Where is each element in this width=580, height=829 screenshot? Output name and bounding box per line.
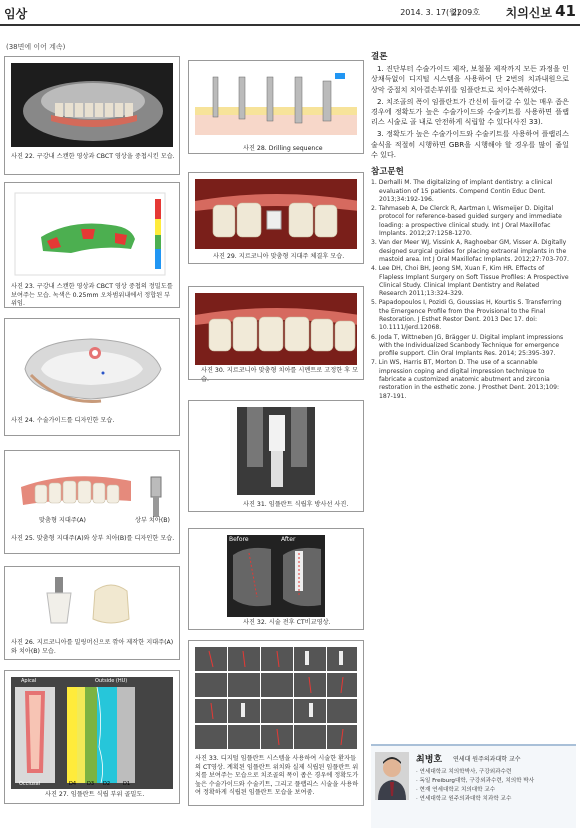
apical-label: Apical	[21, 678, 37, 684]
reference-item: 1. Derhalli M. The digitalizing of implant dentistry: a clinical evaluation of 15 patients. Compend Contin Educ Dent. 2013;34:192-196.	[371, 179, 553, 203]
figure-32-caption: 사진 32. 시술 전후 CT비교영상.	[243, 619, 331, 626]
figure-25	[4, 450, 180, 554]
figure-23	[4, 182, 180, 308]
author-name: 최병호	[416, 755, 443, 765]
references-list	[371, 179, 569, 401]
text-column	[371, 52, 569, 402]
author-box	[371, 744, 576, 828]
conclusion-paragraph: 1. 진단부터 수술가이드 제작, 보철물 제작까지 모든 과정을 인상채득없이 디지털 시스템을 사용하여 단 2번의 치과내원으로 상악 중절치 치아결손부위를 임플란트로 치아수복하였다.	[371, 64, 569, 94]
figure-27-caption: 사진 27. 임플란트 식립 부위 골밀도.	[45, 791, 145, 798]
figure-22-caption: 사진 22. 구강내 스캔한 영상과 CBCT 영상을 중첩시킨 모습.	[11, 153, 175, 160]
figure-22-image	[11, 63, 173, 147]
outside-hu-label: Outside (HU)	[95, 678, 128, 684]
figure-23-caption: 사진 23. 구강내 스캔한 영상과 CBCT 영상 중첩의 정밀도를 보여주는 모습. 녹색은 0.25mm 오차범위내에서 정합된 부위임.	[11, 283, 173, 307]
figure-32	[188, 528, 364, 630]
figure-26	[4, 566, 180, 660]
figure-30-caption: 사진 30. 지르코니아 맞춤형 치아를 시멘트로 고정한 후 모습.	[201, 367, 359, 383]
figure-22	[4, 56, 180, 175]
section-title: 임상	[4, 7, 28, 21]
author-career-item: · 연세대학교 원주의과대학 치과학 교수	[416, 796, 512, 802]
page-header	[0, 0, 580, 26]
figure-30-image	[195, 293, 357, 365]
after-label: After	[281, 536, 296, 543]
figure-33-image	[195, 647, 357, 751]
author-career-item: · 현재 연세대학교 치의대학 교수	[416, 787, 496, 793]
conclusion-paragraph: 2. 치조골의 폭이 임플란트가 간신히 들어갈 수 있는 매우 좁은 경우에 정확도가 높은 수술가이드와 수술키트를 사용하면 플랩리스 시술로 골 내로 안전하게 식립할 수 있다(사진 33).	[371, 96, 569, 127]
page-number: 41	[555, 2, 576, 20]
author-career-item: · 연세대학교 치의학박사, 구강외과수련	[416, 769, 512, 775]
figure-31	[188, 400, 364, 512]
figure-29-caption: 사진 29. 지르코니아 맞춤형 지대주 체결후 모습.	[213, 253, 345, 260]
issue-number: 2209호	[451, 8, 480, 17]
figure-30	[188, 286, 364, 383]
figure-24-image	[11, 325, 173, 411]
d4-label: D4	[69, 781, 77, 787]
figure-26-image	[11, 573, 173, 631]
figure-24	[4, 318, 180, 436]
figure-26-caption: 사진 26. 지르코니아를 밀링머신으로 깎아 제작한 지대주(A)와 치아(B) 모습.	[11, 639, 174, 655]
issue-date: 2014. 3. 17(월)	[400, 8, 460, 17]
figure-33-caption: 사진 33. 디지털 임플란트 시스템을 사용하여 시술한 환자들의 CT영상. 계획된 임플란트 위치와 실제 식립된 임플란트 위치를 보여주는 모습으로 치조골의 폭이 좁은 경우에 정확도가 높은 수술가이드와 수술키트, 그리고 플랩리스 시술을 사용하여 정확하게 식립된 임플란트 모습을 보여줌.	[195, 755, 359, 796]
figure-28-image	[195, 67, 357, 139]
author-photo	[375, 752, 409, 800]
figure-31-image	[237, 407, 315, 495]
conclusion-paragraph: 3. 정확도가 높은 수술가이드와 수술키트를 사용하여 플랩리스 술식을 적절히 시행하면 GBR을 시행해야 할 경우를 많이 줄일 수 있다.	[371, 129, 569, 159]
references-heading: 참고문헌	[371, 167, 404, 178]
reference-item: 4. Lee DH, Choi BH, Jeong SM, Xuan F, Kim HR. Effects of Flapless Implant Surgery on Soft Tissue Profiles: A Prospective Clinical Study. Clinical Implant Dentistry and Related Research 2011;13:324-329.	[371, 265, 569, 298]
figure-28	[188, 60, 364, 154]
figure-32-image	[227, 535, 325, 617]
author-career	[416, 768, 534, 804]
continued-note: (38면에 이어 계속)	[6, 43, 66, 51]
reference-item: 5. Papadopoulos I, Pozidi G, Goussias H, Kourtis S. Transferring the Emergence Profile from the Provisional to the Final Restoration. J Esthet Restor Dent. 2013 Dec 17. doi: 10.1111/jerd.12068.	[371, 299, 562, 332]
reference-item: 6. Joda T, Wittneben JG, Brägger U. Digital implant impressions with the Individualized Scanbody Technique for emergence profile support. Clin Oral Implants Res. 2014; 25:395-397.	[371, 333, 564, 358]
author-career-item: · 독일 Freiburg대학, 구강외과수련, 치의학 박사	[416, 778, 535, 784]
d1-label: D1	[123, 781, 131, 787]
figure-31-caption: 사진 31. 임플란트 식립후 방사선 사진.	[243, 501, 349, 508]
reference-item: 7. Lin WS, Harris BT, Morton D. The use of a scannable impression coping and digital impression technique to fabricate a customized anatomic abutment and zirconia restoration in the esthetic zone. J Prosthet Dent. 2013;109: 187-191.	[371, 359, 560, 400]
occlusal-label: Occlusal	[19, 781, 41, 787]
before-label: Before	[229, 536, 249, 543]
crown-b-label: 상부 치아(B)	[135, 517, 170, 524]
author-title: 연세대 원주의과대학 교수	[453, 756, 521, 763]
d3-label: D3	[87, 781, 95, 787]
figure-24-caption: 사진 24. 수술가이드를 디자인한 모습.	[11, 417, 115, 424]
newspaper-name: 치의신보	[505, 6, 552, 20]
figure-23-image	[11, 189, 173, 279]
figure-25-caption: 사진 25. 맞춤형 지대주(A)와 상부 치아(B)를 디자인한 모습.	[11, 535, 175, 542]
figure-29	[188, 172, 364, 264]
reference-item: 3. Van der Meer WJ, Vissink A, Raghoebar GM, Visser A. Digitally designed surgical guides for placing extraoral implants in the mastoid area. Int J Oral Maxillofac Implants. 2012;27:703-707.	[371, 239, 569, 263]
abutment-a-label: 맞춤형 지대주(A)	[39, 517, 86, 524]
figure-28-caption: 사진 28. Drilling sequence	[243, 145, 323, 152]
figure-27-image	[11, 677, 173, 789]
figure-33	[188, 640, 364, 806]
figure-29-image	[195, 179, 357, 249]
conclusion-heading: 결론	[371, 52, 388, 62]
figure-27	[4, 670, 180, 804]
reference-item: 2. Tahmaseb A, De Clerck R, Aartman I, Wismeijer D. Digital protocol for reference-based guided surgery and immediate loading: a prospective clinical study. Int J Oral Maxillofac Implants. 2012;27:1258-1270.	[371, 205, 562, 238]
d2-label: D2	[103, 781, 111, 787]
